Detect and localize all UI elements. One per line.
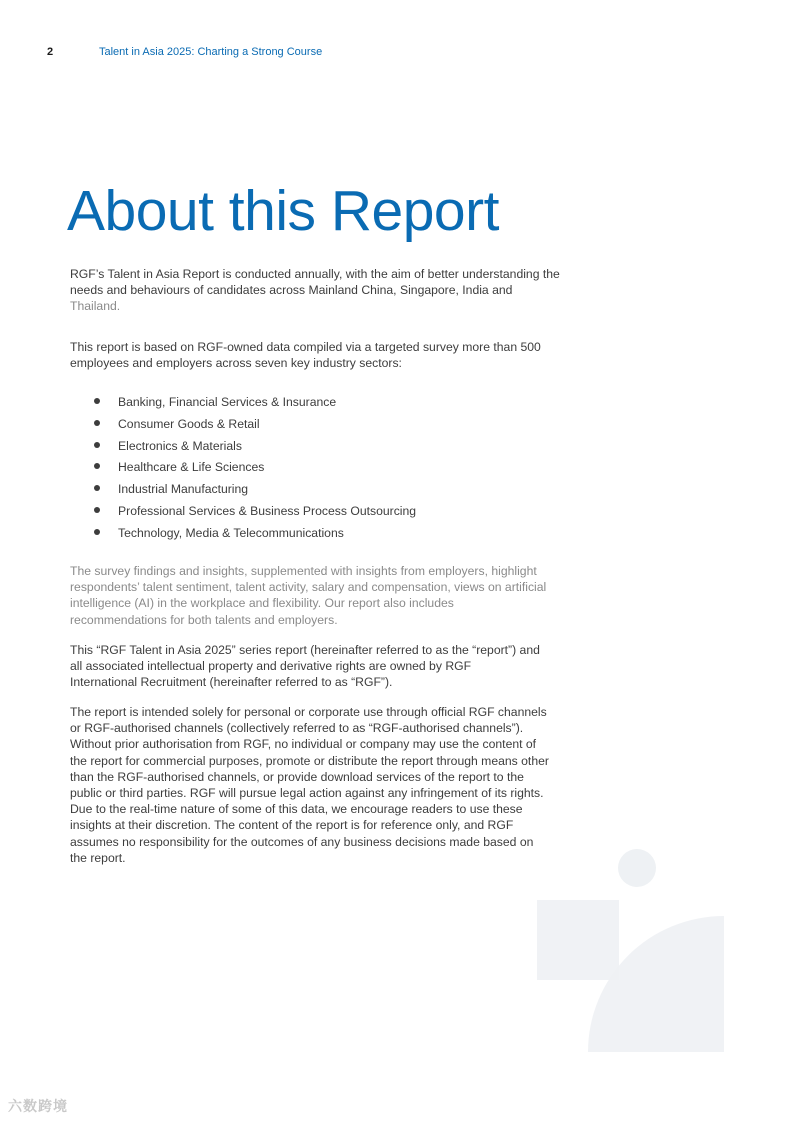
bullet-icon [94, 529, 100, 535]
decorative-dot [618, 849, 656, 887]
list-item [92, 415, 416, 437]
page-number: 2 [47, 46, 54, 58]
intro-muted-tail: Thailand. [70, 299, 121, 314]
bullet-icon [94, 485, 100, 491]
running-header-title: Talent in Asia 2025: Charting a Strong Course [99, 46, 323, 58]
sector-list [92, 393, 416, 546]
sector-label: Consumer Goods & Retail [118, 416, 260, 431]
usage-paragraph: The report is intended solely for personal or corporate use through official RGF channels or RGF-authorised channels (collectively referred to as “RGF-authorised channels”). Without prior authorisation from RGF, no individual or company may use the content of the report for commercial purposes, promote or distribute the report through means other than the RGF-authorised channels, or provide download services of the report to the public or third parties. RGF will pursue legal action against any infringement of its rights. Due to the real-time nature of some of this data, we encourage readers to use these insights at their discretion. The content of the report is for reference only, and RGF assumes no responsibility for the outcomes of any business decisions made based on the report. [70, 705, 549, 865]
list-item [92, 524, 416, 546]
bullet-icon [94, 420, 100, 426]
sector-label: Healthcare & Life Sciences [118, 460, 265, 475]
list-item [92, 437, 416, 459]
decorative-square [537, 900, 619, 980]
bullet-icon [94, 442, 100, 448]
page-title: About this Report [67, 179, 499, 243]
intro-text: RGF’s Talent in Asia Report is conducted annually, with the aim of better understanding the needs and behaviours of candidates across Mainland China, Singapore, India and [70, 267, 560, 298]
list-item [92, 458, 416, 480]
ownership-paragraph: This “RGF Talent in Asia 2025” series report (hereinafter referred to as the “report”) and all associated intellectual property and derivative rights are owned by RGF International Recruitment (hereinafter referred to as “RGF”). [70, 643, 540, 690]
sector-label: Electronics & Materials [118, 438, 242, 453]
findings-paragraph: The survey findings and insights, supplemented with insights from employers, highlight respondents’ talent sentiment, talent activity, salary and compensation, views on artificial intelligence (AI) in the workplace and flexibility. Our report also includes recommendations for both talents and employers. [70, 564, 547, 627]
methodology-paragraph: This report is based on RGF-owned data compiled via a targeted survey more than 500 employees and employers across seven key industry sectors: [70, 340, 541, 371]
sector-label: Banking, Financial Services & Insurance [118, 395, 337, 409]
watermark-logo: 六数跨境 [8, 1098, 68, 1114]
intro-paragraph [70, 266, 560, 315]
list-item [92, 502, 416, 524]
bullet-icon [94, 507, 100, 513]
sector-label: Professional Services & Business Process Outsourcing [118, 503, 417, 518]
list-item [92, 393, 416, 415]
list-item [92, 480, 416, 502]
sector-label: Technology, Media & Telecommunications [118, 525, 344, 540]
bullet-icon [94, 398, 100, 404]
sector-label: Industrial Manufacturing [118, 482, 249, 497]
bullet-icon [94, 463, 100, 469]
